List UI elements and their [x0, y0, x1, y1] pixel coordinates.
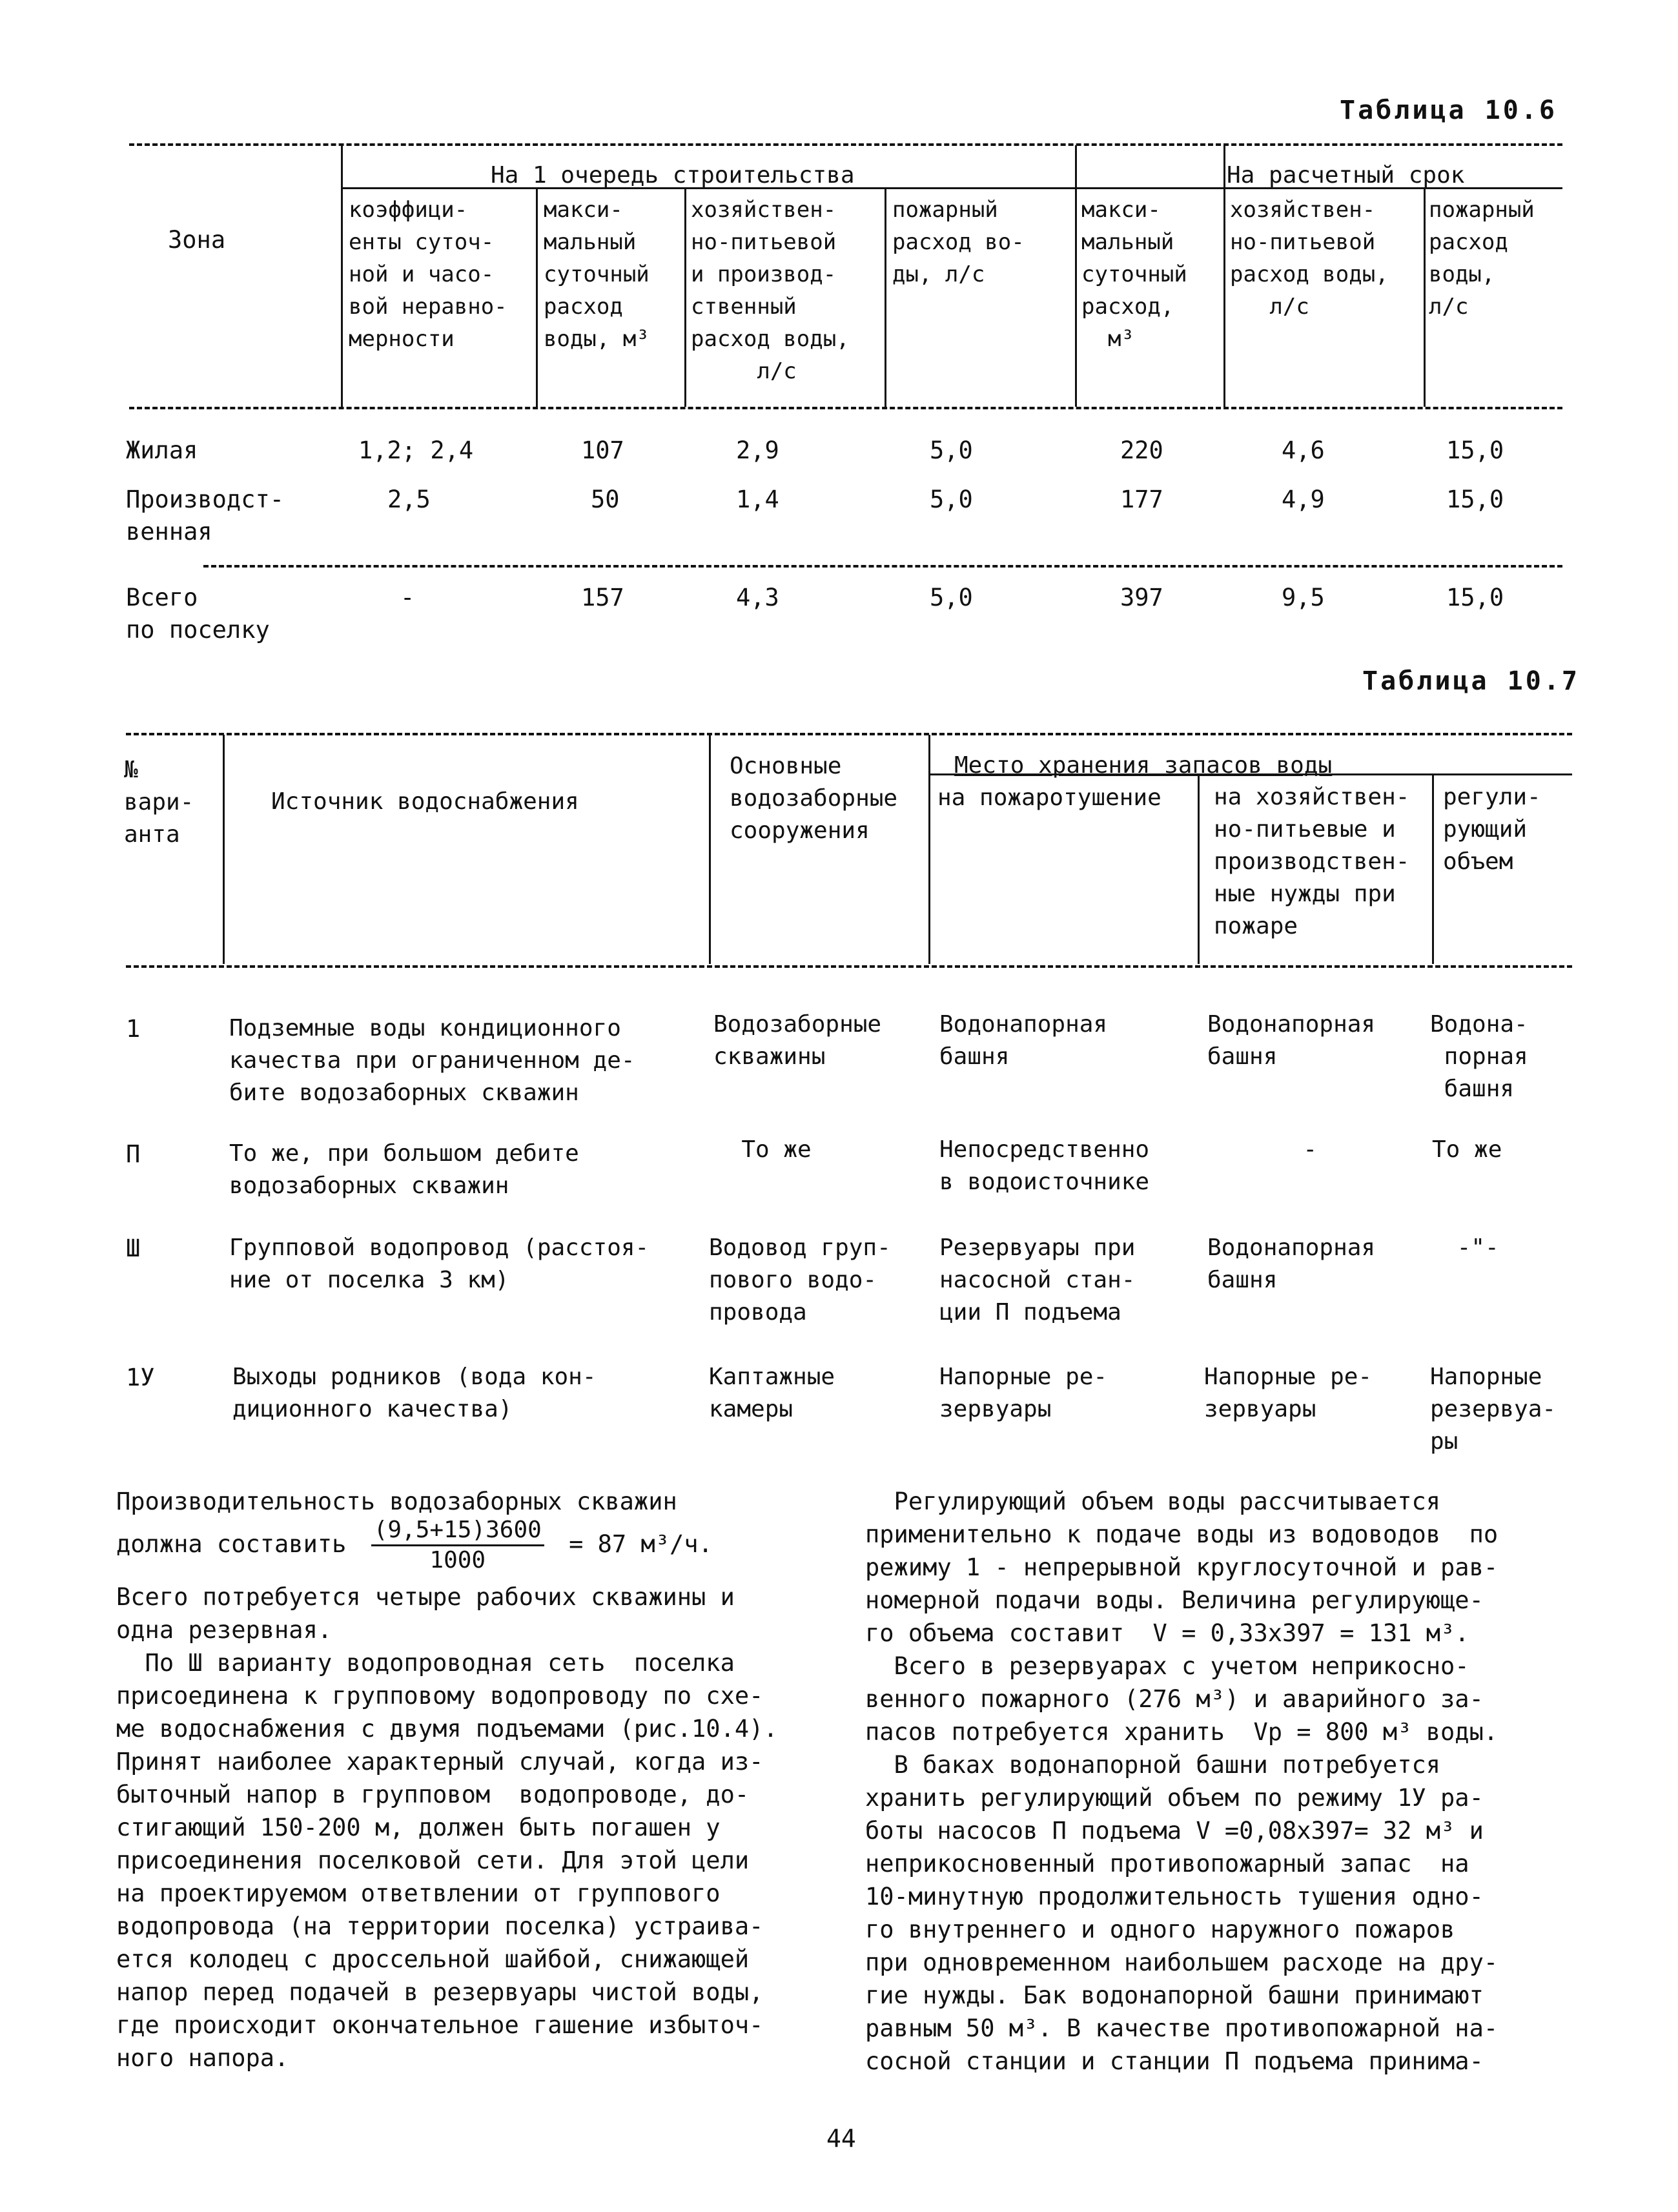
- total-zone: Всего: [126, 584, 198, 611]
- table-10-6-group-1: На 1 очередь строительства: [491, 162, 855, 189]
- table-10-6-header-h1: коэффици- енты суточ- ной и часо- вой неравно- мерности: [349, 197, 507, 352]
- table-10-7-vline-4: [1198, 775, 1200, 964]
- right-line: боты насосов П подъема V =0,08х397= 32 м³ и: [865, 1817, 1484, 1845]
- table-10-7-top-rule: [126, 733, 1572, 735]
- row-source: То же, при большом дебите водозаборных скважин: [229, 1140, 579, 1199]
- left-line: присоединена к групповому водопроводу по схе-: [116, 1682, 764, 1710]
- row-c4: 5,0: [930, 486, 973, 513]
- row-regulating: Водона- порная башня: [1430, 1011, 1528, 1102]
- left-formula-pre: должна составить: [116, 1530, 347, 1558]
- row-intake: То же: [713, 1136, 812, 1163]
- row-household: -: [1275, 1136, 1318, 1163]
- right-line: неприкосновенный противопожарный запас на: [865, 1850, 1469, 1878]
- row-c1: 1,2; 2,4: [358, 436, 474, 464]
- table-10-6-vline-5: [1075, 145, 1077, 407]
- row-c1: 2,5: [387, 486, 431, 513]
- left-line: По Ш варианту водопроводная сеть поселка: [116, 1649, 735, 1677]
- row-c7: 15,0: [1446, 486, 1504, 513]
- table-10-7-header-source: Источник водоснабжения: [271, 788, 579, 815]
- total-c4: 5,0: [930, 584, 973, 611]
- table-10-6-vline-2: [536, 189, 538, 407]
- table-10-6-group-2: На расчетный срок: [1227, 162, 1465, 189]
- row-fire: Водонапорная башня: [939, 1011, 1108, 1070]
- row-c4: 5,0: [930, 436, 973, 464]
- left-line: Принят наиболее характерный случай, когда из-: [116, 1748, 764, 1776]
- table-10-7-vline-5: [1432, 775, 1434, 964]
- right-line: режиму 1 - непрерывной круглосуточной и рав-: [865, 1553, 1499, 1581]
- row-c6: 4,6: [1282, 436, 1325, 464]
- row-c5: 177: [1120, 486, 1163, 513]
- left-formula-post: = 87 м³/ч.: [569, 1530, 713, 1558]
- right-line: пасов потребуется хранить Vр = 800 м³ воды.: [865, 1718, 1499, 1746]
- row-fire: Непосредственно в водоисточнике: [939, 1136, 1150, 1195]
- table-10-6-header-rule: [129, 407, 1562, 409]
- table-10-6-header-h2: макси- мальный суточный расход воды, м³: [544, 197, 650, 352]
- row-zone: Производст-: [126, 486, 285, 513]
- right-line: Регулирующий объем воды рассчитывается: [865, 1488, 1441, 1515]
- row-regulating: То же: [1432, 1136, 1502, 1163]
- table-10-6-header-h7: пожарный расход воды, л/с: [1429, 197, 1535, 320]
- left-line: на проектируемом ответвлении от группового: [116, 1879, 721, 1907]
- row-c7: 15,0: [1446, 436, 1504, 464]
- row-c2: 107: [581, 436, 624, 464]
- row-intake: Водозаборные скважины: [713, 1011, 882, 1070]
- total-c7: 15,0: [1446, 584, 1504, 611]
- right-line: номерной подачи воды. Величина регулирующе-: [865, 1586, 1484, 1614]
- right-line: сосной станции и станции П подъема принима-: [865, 2047, 1484, 2075]
- right-line: гие нужды. Бак водонапорной башни принимают: [865, 1982, 1484, 2009]
- table-10-6-total-rule: [203, 565, 1562, 568]
- row-num: Ш: [126, 1234, 141, 1262]
- table-10-6-top-rule: [129, 143, 1562, 146]
- table-10-6-vline-4: [885, 189, 886, 407]
- table-10-6-caption: Таблица 10.6: [1340, 96, 1557, 125]
- total-zone-2: по поселку: [126, 616, 270, 644]
- table-10-7-header-storage: Место хранения запасов воды: [954, 752, 1333, 779]
- row-intake: Каптажные камеры: [709, 1364, 835, 1422]
- left-line-1: Производительность водозаборных скважин: [116, 1488, 677, 1515]
- row-c3: 1,4: [736, 486, 779, 513]
- right-line: равным 50 м³. В качестве противопожарной на-: [865, 2014, 1499, 2042]
- row-fire: Напорные ре- зервуары: [939, 1364, 1108, 1422]
- table-10-7-vline-3: [928, 735, 930, 964]
- total-c2: 157: [581, 584, 624, 611]
- left-formula-line: [116, 1516, 713, 1575]
- right-line: при одновременном наибольшем расходе на дру-: [865, 1949, 1499, 1976]
- right-line: го объема составит V = 0,33х397 = 131 м³.: [865, 1619, 1469, 1647]
- formula-numerator: (9,5+15)3600: [371, 1516, 544, 1546]
- row-num: 1: [126, 1015, 141, 1043]
- row-c5: 220: [1120, 436, 1163, 464]
- row-source: Групповой водопровод (расстоя- ние от поселка 3 км): [229, 1234, 650, 1293]
- table-10-7-header-regulating: регули- рующий объем: [1443, 784, 1541, 875]
- table-10-7-header-intake: Основные водозаборные сооружения: [730, 753, 898, 844]
- left-line: стигающий 150-200 м, должен быть погашен у: [116, 1814, 721, 1841]
- table-10-7-header-fire: на пожаротушение: [937, 784, 1161, 811]
- total-c6: 9,5: [1282, 584, 1325, 611]
- formula-denominator: 1000: [429, 1547, 486, 1573]
- row-household: Водонапорная башня: [1207, 1234, 1376, 1293]
- row-household: Напорные ре- зервуары: [1204, 1364, 1373, 1422]
- left-line: ется колодец с дроссельной шайбой, снижающей: [116, 1945, 750, 1973]
- left-line: присоединения поселковой сети. Для этой цели: [116, 1847, 750, 1874]
- row-c2: 50: [591, 486, 620, 513]
- row-source: Подземные воды кондиционного качества при ограниченном де- бите водозаборных скважин: [229, 1015, 635, 1106]
- left-line: быточный напор в групповом водопроводе, до-: [116, 1781, 750, 1808]
- table-10-6-vline-3: [684, 189, 686, 407]
- table-10-6-header-h4: пожарный расход во- ды, л/с: [892, 197, 1025, 287]
- table-10-7-vline-1: [223, 735, 225, 964]
- total-c5: 397: [1120, 584, 1163, 611]
- total-c3: 4,3: [736, 584, 779, 611]
- left-line: напор перед подачей в резервуары чистой воды,: [116, 1978, 764, 2006]
- row-num: 1У: [126, 1364, 155, 1391]
- row-source: Выходы родников (вода кон- диционного качества): [232, 1364, 597, 1422]
- row-c6: 4,9: [1282, 486, 1325, 513]
- table-10-7-header-rule: [126, 965, 1572, 968]
- table-10-7-header-num: № вари- анта: [124, 757, 194, 848]
- table-10-7-header-household: на хозяйствен- но-питьевые и производствен- ные нужды при пожаре: [1214, 784, 1410, 939]
- right-line: применительно к подаче воды из водоводов по: [865, 1521, 1499, 1548]
- left-line: водопровода (на территории поселка) устраива-: [116, 1912, 764, 1940]
- table-10-6-header-h5: макси- мальный суточный расход, м³: [1081, 197, 1187, 352]
- left-line: одна резервная.: [116, 1616, 333, 1644]
- right-line: го внутреннего и одного наружного пожаров: [865, 1916, 1455, 1943]
- row-num: П: [126, 1140, 141, 1168]
- table-10-6-vline-7: [1424, 189, 1426, 407]
- row-regulating: -"-: [1443, 1234, 1499, 1261]
- table-10-7-caption: Таблица 10.7: [1362, 666, 1580, 696]
- right-line: 10-минутную продолжительность тушения одно-: [865, 1883, 1484, 1910]
- row-c3: 2,9: [736, 436, 779, 464]
- formula-fraction: [371, 1516, 544, 1575]
- left-line: ме водоснабжения с двумя подъемами (рис.10.4).: [116, 1715, 778, 1743]
- table-10-6-zone-header: Зона: [168, 226, 226, 254]
- table-10-6-header-h3: хозяйствен- но-питьевой и производ- ственный расход воды, л/с: [691, 197, 850, 384]
- row-zone-2: венная: [126, 518, 212, 546]
- left-line: Всего потребуется четыре рабочих скважины и: [116, 1583, 735, 1611]
- row-household: Водонапорная башня: [1207, 1011, 1376, 1070]
- page-number: 44: [826, 2124, 856, 2153]
- table-10-7-vline-2: [709, 735, 711, 964]
- row-intake: Водовод груп- пового водо- провода: [709, 1234, 891, 1326]
- right-line: В баках водонапорной башни потребуется: [865, 1751, 1441, 1779]
- table-10-6-header-h6: хозяйствен- но-питьевой расход воды, л/с: [1230, 197, 1389, 320]
- right-line: хранить регулирующий объем по режиму 1У ра-: [865, 1784, 1484, 1812]
- table-10-6-vline-1: [341, 145, 343, 407]
- left-line: ного напора.: [116, 2044, 289, 2072]
- right-line: венного пожарного (276 м³) и аварийного за-: [865, 1685, 1484, 1713]
- total-c1: -: [400, 584, 415, 611]
- left-line: где происходит окончательное гашение избыточ-: [116, 2011, 764, 2039]
- row-regulating: Напорные резервуа- ры: [1430, 1364, 1557, 1455]
- table-10-6-vline-6: [1223, 145, 1225, 407]
- right-line: Всего в резервуарах с учетом неприкосно-: [865, 1652, 1469, 1680]
- row-fire: Резервуары при насосной стан- ции П подъема: [939, 1234, 1136, 1326]
- row-zone: Жилая: [126, 436, 198, 464]
